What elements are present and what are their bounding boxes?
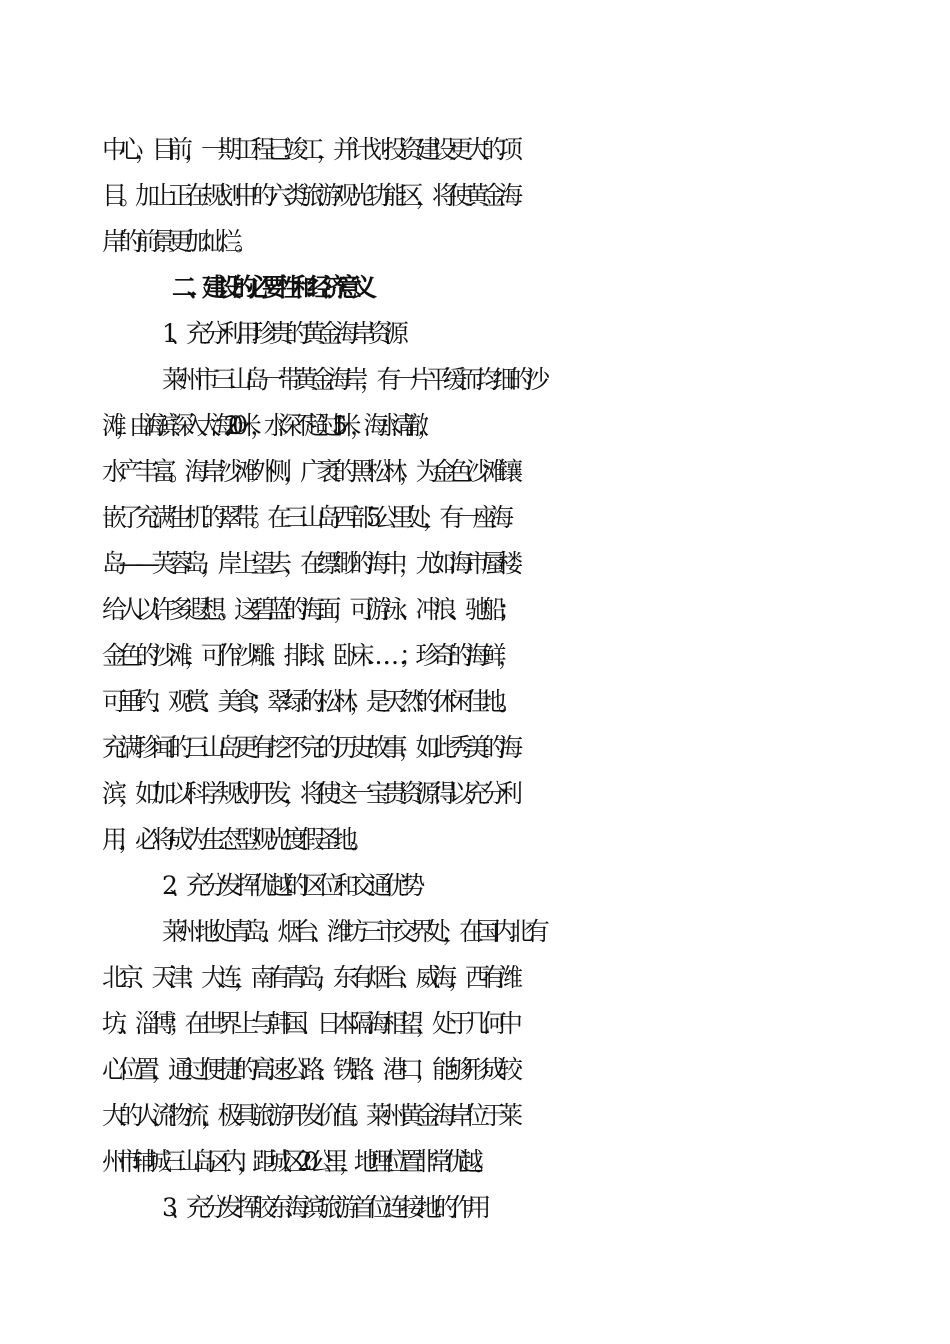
- subsection-heading: 3、充分发挥胶东海滨旅游首位连接地的作用: [162, 1193, 483, 1222]
- body-line: 金色的沙滩，可作沙雕、排球、卧床……；珍奇的海鲜，: [102, 641, 515, 670]
- body-line: 坊、淄博；在世界上与韩国、日本隔海相望，处于几何中: [102, 1009, 515, 1038]
- body-line: 岛——芙蓉岛，岸上望去，在缥缈的海中，尤如海市蜃楼: [102, 549, 515, 578]
- body-line: 北京、天津、大连，南有青岛，东有烟台、威海，西有潍: [102, 963, 515, 992]
- body-line: 用，必将成为生态型观光度假圣地。: [102, 825, 367, 854]
- body-line: 目。加上正在规划中的六类旅游观光功能区，将使黄金海: [102, 181, 515, 210]
- body-line: 可垂钓、观赏、美食；翠绿的松林，是天然的休闲佳地。: [102, 687, 515, 716]
- body-line: 滩，由海滨深入大海200米，水深不超过1.5米，海水清澈，: [102, 411, 431, 440]
- body-line: 给人以许多遐想。这碧蓝的海面，可游泳、冲浪、驰船；: [102, 595, 515, 624]
- body-line: 嵌了充满生机的翠带。在三山岛西部5公里处，有一座海: [102, 503, 506, 532]
- body-line: 州市辅城三山岛区内，距城区20公里，地理位置非常优越。: [102, 1147, 489, 1176]
- body-line: 水产丰富。海岸沙滩外侧，广袤的黑松林，为金色沙滩镶: [102, 457, 515, 486]
- body-line: 大的人流物流，极具旅游开发价值。莱州黄金海岸位于莱: [102, 1101, 515, 1130]
- subsection-heading: 2、充分发挥优越的区位和交通优势: [162, 871, 417, 900]
- body-line: 岸的前景更加灿烂。: [102, 227, 251, 256]
- subsection-heading: 1、充分利用珍贵的黄金海岸资源: [162, 319, 401, 348]
- body-line: 莱州地处青岛、烟台、潍坊三市交界处，在国内北有: [162, 917, 542, 946]
- section-heading: 二、建设的必要性和经济意义: [172, 273, 368, 302]
- body-line: 充满珍闻的三山岛更有挖不完的历史故事，如此秀美的海: [102, 733, 515, 762]
- body-line: 滨，如加以科学规划开发，将使这一宝贵资源得以充分利: [102, 779, 515, 808]
- body-line: 莱州市三山岛一带黄金海岸，有一片平缓而均细的沙: [162, 365, 542, 394]
- body-line: 心位置，通过便捷的高速公路、铁路、港口，能够形成较: [102, 1055, 515, 1084]
- body-line: 中心，目前，一期工程已竣工，并计划投资建设更大的项: [102, 135, 515, 164]
